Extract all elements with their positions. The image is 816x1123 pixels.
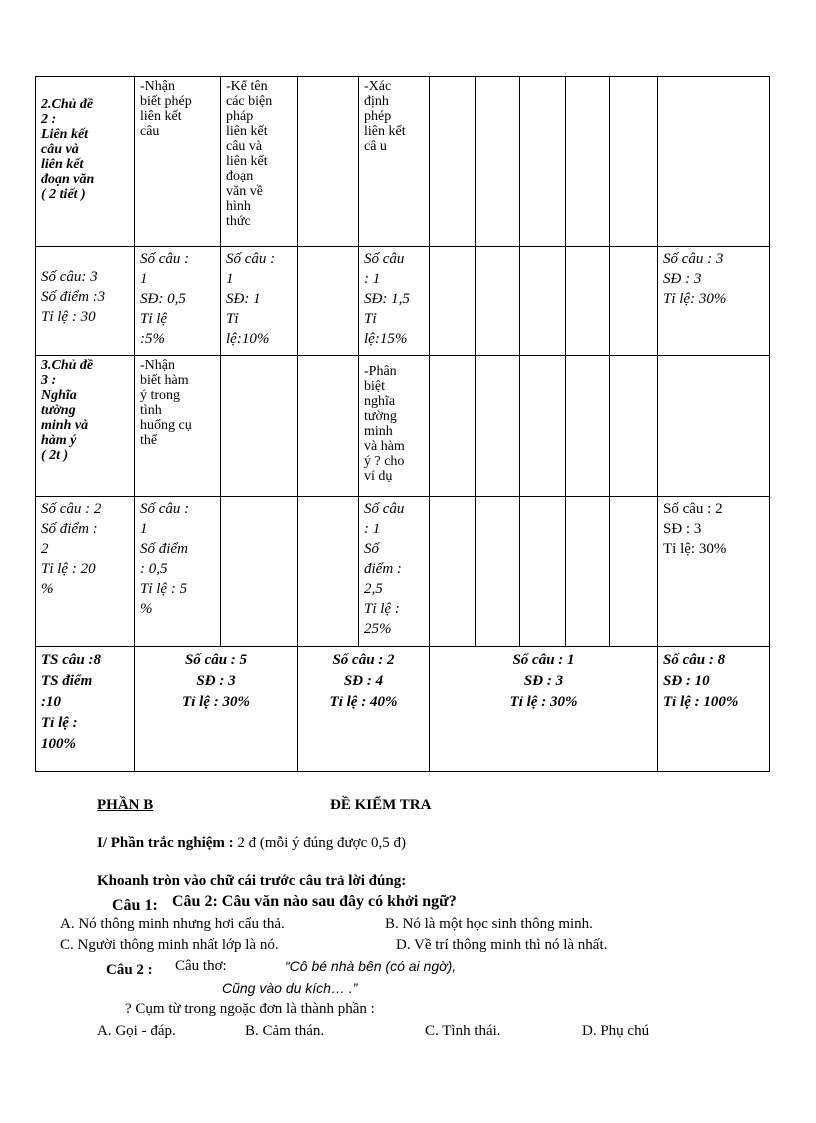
empty-cell [476,247,520,356]
empty-cell [476,356,520,497]
empty-cell [566,77,610,247]
q2-option-a: A. Gọi - đáp. [97,1023,176,1039]
topic3-know: -Nhận biết hàm ý trong tình huống cụ thể [135,356,221,497]
q1-label: Câu 1: [112,897,158,914]
empty-cell [298,77,359,247]
topic2-title: 2.Chủ đề 2 : Liên kết câu và liên kết đoạn văn ( 2 tiết ) [36,77,135,247]
q1-option-b: B. Nó là một học sinh thông minh. [385,916,593,932]
empty-cell [566,356,610,497]
topic2-stats-apply: Số câu : 1 SĐ: 1,5 Tỉ lệ:15% [359,247,430,356]
mcq-heading-bold: I/ Phần trắc nghiệm : [97,835,234,851]
q2-question: ? Cụm từ trong ngoặc đơn là thành phần : [125,1001,375,1017]
empty-cell [430,247,476,356]
topic2-stats-total: Số câu : 3 SĐ : 3 Tỉ lệ: 30% [658,247,770,356]
q2-intro: Câu thơ: [175,958,227,974]
empty-cell [298,247,359,356]
empty-cell [658,77,770,247]
empty-cell [566,247,610,356]
totals-understand: Số câu : 2 SĐ : 4 Tỉ lệ : 40% [298,647,430,772]
empty-cell [610,356,658,497]
q2-poem-line-1: “Cô bé nhà bên (có ai ngờ), [285,958,457,974]
totals-label: TS câu :8 TS điểm :10 Tỉ lệ : 100% [36,647,135,772]
empty-cell [430,497,476,647]
totals-all: Số câu : 8 SĐ : 10 Tỉ lệ : 100% [658,647,770,772]
topic3-row [36,356,770,497]
q2-label: Câu 2 : [106,962,153,978]
q1-text: Câu 2: Câu văn nào sau đây có khởi ngữ? [172,893,457,910]
q1-option-d: D. Về trí thông minh thì nó là nhất. [396,937,608,953]
q1-option-c: C. Người thông minh nhất lớp là nó. [60,937,279,953]
empty-cell [430,356,476,497]
topic3-stats-row [36,497,770,647]
test-matrix-table [35,76,770,772]
q2-option-b: B. Cảm thán. [245,1023,325,1039]
empty-cell [520,497,566,647]
empty-cell [610,497,658,647]
empty-cell [430,77,476,247]
topic2-understand: -Kể tên các biện pháp liên kết câu và liên kết đoạn văn về hình thức [221,77,298,247]
exam-title: ĐỀ KIỂM TRA [330,797,432,813]
topic3-stats-total: Số câu : 2 SĐ : 3 Tỉ lệ: 30% [658,497,770,647]
totals-row [36,647,770,772]
topic3-apply: -Phân biệt nghĩa tường minh và hàm ý ? cho ví dụ [359,356,430,497]
topic3-stats-apply: Số câu : 1 Số điểm : 2,5 Tỉ lệ : 25% [359,497,430,647]
mcq-instruction: Khoanh tròn vào chữ cái trước câu trả lời đúng: [97,873,407,889]
q2-option-c: C. Tình thái. [425,1023,501,1039]
topic2-stats: Số câu: 3 Số điểm :3 Tỉ lệ : 30 [36,247,135,356]
part-b-label: PHẦN B [97,797,154,813]
totals-know: Số câu : 5 SĐ : 3 Tỉ lệ : 30% [135,647,298,772]
mcq-heading [97,835,406,852]
q1-option-a: A. Nó thông minh nhưng hơi cẩu thả. [60,916,285,932]
empty-cell [520,77,566,247]
empty-cell [298,497,359,647]
topic3-title: 3.Chủ đề 3 : Nghĩa tường minh và hàm ý ( 2t ) [36,356,135,497]
empty-cell [610,77,658,247]
empty-cell [566,497,610,647]
empty-cell [221,356,298,497]
empty-cell [520,247,566,356]
topic2-row [36,77,770,247]
empty-cell [658,356,770,497]
topic2-stats-know: Số câu : 1 SĐ: 0,5 Tỉ lệ :5% [135,247,221,356]
empty-cell [610,247,658,356]
totals-apply: Số câu : 1 SĐ : 3 Tỉ lệ : 30% [430,647,658,772]
topic3-stats: Số câu : 2 Số điểm : 2 Tỉ lệ : 20 % [36,497,135,647]
topic3-stats-know: Số câu : 1 Số điểm : 0,5 Tỉ lệ : 5 % [135,497,221,647]
topic2-apply: -Xác định phép liên kết câ u [359,77,430,247]
topic2-stats-understand: Số câu : 1 SĐ: 1 Tỉ lệ:10% [221,247,298,356]
mcq-heading-rest: 2 đ (mỗi ý đúng được 0,5 đ) [233,835,406,851]
empty-cell [476,497,520,647]
empty-cell [298,356,359,497]
q2-option-d: D. Phụ chú [582,1023,650,1039]
topic2-know: -Nhận biết phép liên kết câu [135,77,221,247]
q2-poem-line-2: Cũng vào du kích… .” [222,980,358,996]
empty-cell [520,356,566,497]
empty-cell [476,77,520,247]
empty-cell [221,497,298,647]
topic2-stats-row [36,247,770,356]
